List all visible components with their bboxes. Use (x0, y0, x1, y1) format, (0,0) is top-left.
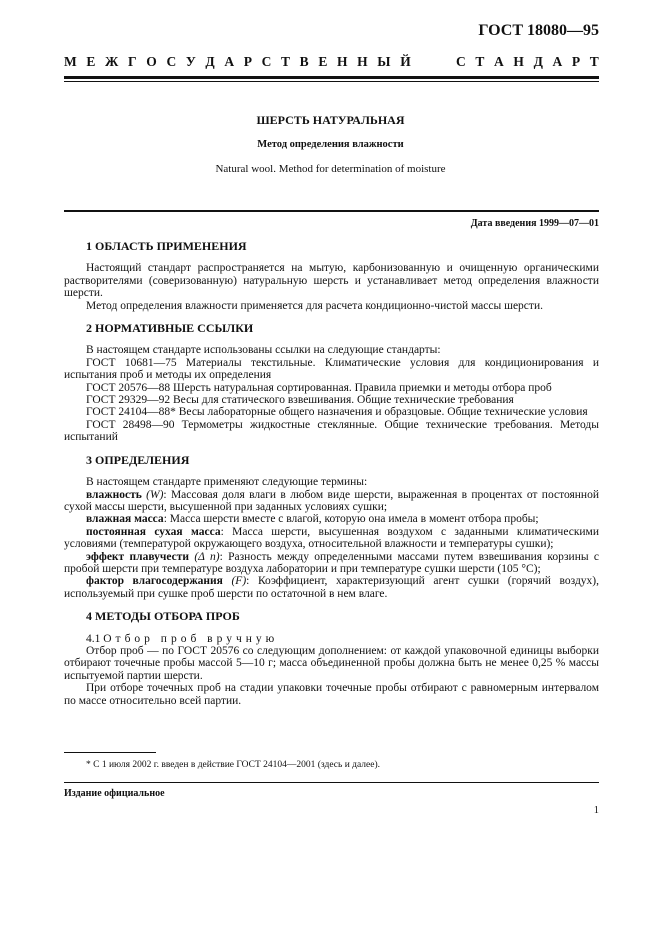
banner-letter: М (64, 54, 77, 69)
banner-letter: С (261, 54, 272, 69)
reference-item: ГОСТ 24104—88* Весы лабораторные общего назначения и образцовые. Общие технические условия (86, 406, 588, 419)
definition-term: фактор влагосодержания (86, 575, 223, 588)
definition-text: Массовая доля влаги в любом виде шерсти, выраженная в процентах от постоянной сухой массы шерсти, высушенной при заданных условиях сушки; (64, 488, 599, 513)
definition-symbol: (Δ n) (189, 550, 220, 563)
banner-letter: Д (205, 54, 215, 69)
definition-text: Коэффициент, характеризующий агент сушки (горячий воздух), используемый при сушке проб шерсти по остаточной в нем влаге. (64, 575, 600, 600)
paragraph: В настоящем стандарте применяют следующие термины: (86, 476, 368, 489)
banner-letter: Е (318, 54, 328, 69)
definition-term: эффект плавучести (86, 550, 190, 563)
banner-letter: Ж (105, 54, 119, 69)
banner-letter: В (299, 54, 309, 69)
definition-item (64, 489, 599, 514)
banner-letter: А (494, 54, 504, 69)
introduction-date: Дата введения 1999—07—01 (470, 218, 599, 229)
definition-item (64, 513, 599, 525)
subsection-title: Отбор проб вручную (103, 632, 279, 645)
definition-item (64, 526, 599, 551)
definition-colon: : (219, 550, 223, 563)
banner-letter: Н (357, 54, 368, 69)
definition-text: Масса шерсти вместе с влагой, которую она имела в момент отбора пробы; (166, 513, 539, 526)
section-heading: 1 ОБЛАСТЬ ПРИМЕНЕНИЯ (86, 239, 247, 253)
interstate-standard-banner (64, 54, 599, 70)
banner-letter: А (224, 54, 235, 69)
paragraph: Метод определения влажности применяется для расчета кондиционно-чистой массы шерсти. (86, 299, 543, 312)
paragraph: В настоящем стандарте использованы ссылки на следующие стандарты: (86, 344, 441, 357)
title-separator-rule (64, 210, 599, 212)
banner-letter: Т (589, 54, 599, 69)
banner-letter: Т (475, 54, 485, 69)
document-body (64, 240, 599, 707)
definition-symbol: (F) (222, 575, 247, 588)
banner-letter: Н (336, 54, 348, 69)
banner-letter: А (552, 54, 563, 69)
reference-item: ГОСТ 20576—88 Шерсть натуральная сортированная. Правила приемки и методы отбора проб (86, 381, 552, 394)
definition-colon: : (246, 575, 250, 588)
definition-term: постоянная сухая масса (86, 525, 221, 538)
definition-term: влажность (86, 488, 142, 501)
footer-rule (64, 782, 599, 783)
banner-letter: Н (513, 54, 524, 69)
definition-symbol: (W) (141, 488, 164, 501)
reference-item: ГОСТ 29329—92 Весы для статического взвешивания. Общие технические требования (86, 394, 514, 407)
banner-letter: Д (533, 54, 543, 69)
banner-letter: О (146, 54, 157, 69)
section-heading: 4 МЕТОДЫ ОТБОРА ПРОБ (86, 609, 240, 624)
header-thin-rule (64, 81, 599, 82)
footnote-rule (64, 752, 156, 753)
english-title: Natural wool. Method for determination of moisture (215, 163, 446, 175)
paragraph: Настоящий стандарт распространяется на мытую, карбонизованную и очищенную органическими растворителями (соверизованную) натуральную шерсть и устанавливает метод определения влажности шерсти. (64, 262, 599, 300)
paragraph: Отбор проб — по ГОСТ 20576 со следующим дополнением: от каждой упаковочной единицы выборки отбирают точечные пробы массой 5—10 г; масса объединенной пробы должна быть не менее 0,25 % массы испытуемой партии шерсти. (64, 644, 599, 682)
definition-text: Разность между определенными массами путем взвешивания корзины с пробой шерсти при температуре воздуха лаборатории и при температуре сушки шерсти (105 °С); (64, 550, 599, 575)
subsection-number: 4.1 (86, 632, 101, 645)
banner-letter: Т (281, 54, 291, 69)
reference-item: ГОСТ 10681—75 Материалы текстильные. Климатические условия для кондиционирования и испытания проб и методы их определения (64, 356, 599, 382)
document-title: ШЕРСТЬ НАТУРАЛЬНАЯ (256, 113, 405, 127)
banner-letter: Р (243, 54, 252, 69)
banner-word-gap (420, 54, 446, 70)
footnote: * С 1 июля 2002 г. введен в действие ГОСТ 24104—2001 (здесь и далее). (86, 760, 381, 770)
definition-item (64, 575, 599, 600)
definition-term: влажная масса (86, 513, 164, 526)
official-edition-label: Издание официальное (64, 788, 165, 799)
banner-letter: У (185, 54, 196, 69)
header-thick-rule (64, 76, 599, 79)
section-heading: 2 НОРМАТИВНЫЕ ССЫЛКИ (86, 321, 254, 336)
definition-item (64, 551, 599, 576)
banner-letter: Р (571, 54, 581, 69)
definition-colon: : (220, 525, 224, 538)
reference-item: ГОСТ 28498—90 Термометры жидкостные стеклянные. Общие технические требования. Методы испытаний (64, 418, 599, 444)
definition-colon: : (163, 513, 167, 526)
definition-text: Масса шерсти, высушенная воздухом с заданными климатическими условиями (температурой окружающего воздуха, относительной влажности и температуры сушки); (64, 525, 599, 551)
subsection-heading (64, 633, 599, 645)
banner-letter: Г (128, 54, 137, 69)
paragraph: При отборе точечных проб на стадии упаковки точечные пробы отбирают с равномерным интервалом по массе относительно всей партии. (64, 682, 599, 707)
document-subtitle: Метод определения влажности (257, 139, 404, 150)
banner-letter: Е (86, 54, 96, 69)
banner-letter: Ы (377, 54, 391, 69)
definition-colon: : (163, 488, 167, 501)
document-number: ГОСТ 18080—95 (478, 22, 599, 39)
banner-letter: С (455, 54, 466, 69)
banner-letter: С (166, 54, 177, 69)
section-heading: 3 ОПРЕДЕЛЕНИЯ (86, 452, 190, 467)
page-number: 1 (593, 805, 599, 816)
banner-letter: Й (400, 54, 411, 69)
